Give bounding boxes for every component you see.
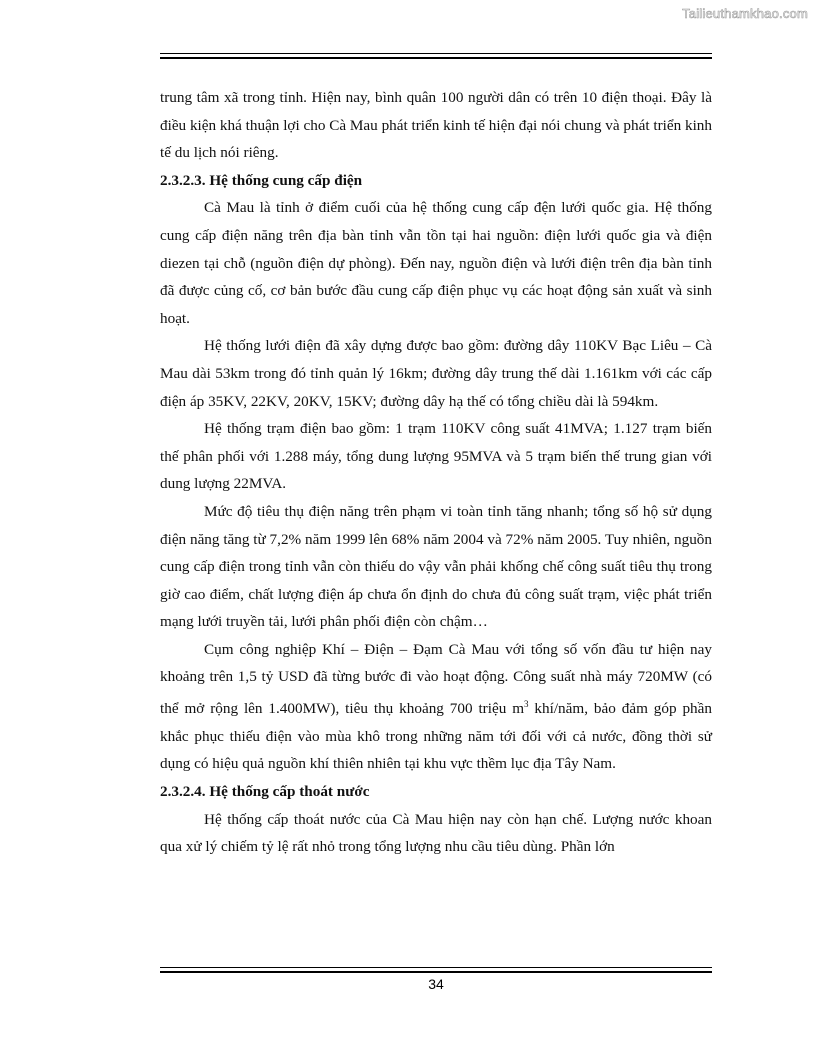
paragraph-continuation: trung tâm xã trong tỉnh. Hiện nay, bình quân 100 người dân có trên 10 điện thoại. Đây là điều kiện khá thuận lợi cho Cà Mau phát triển kinh tế hiện đại nói chung và phát triển kinh tế du lịch nói riêng. xyxy=(160,89,712,162)
paragraph-power-overview: Cà Mau là tỉnh ở điểm cuối của hệ thống cung cấp đện lưới quốc gia. Hệ thống cung cấp điện năng trên địa bàn tỉnh vẫn tồn tại hai nguồn: điện lưới quốc gia và điện diezen tại chỗ (nguồn điện dự phòng). Đến nay, nguồn điện và lưới điện trên địa bàn tỉnh đã được củng cố, cơ bản bước đầu cung cấp điện phục vụ các hoạt động sản xuất và sinh hoạt. xyxy=(160,199,712,327)
cluster-text-start: Cụm công nghiệp Khí – Điện – Đạm Cà Mau với tổng số vốn đầu tư hiện nay khoảng trên 1,5 tỷ USD đã từng bước đi vào hoạt động. Công suất nhà máy 720MW (có thể mở rộng lên 1.400MW), tiêu thụ khoảng 700 triệu m xyxy=(160,640,712,718)
section-heading-power-supply: 2.3.2.3. Hệ thống cung cấp điện xyxy=(160,171,363,189)
paragraph-power-grid: Hệ thống lưới điện đã xây dựng được bao gồm: đường dây 110KV Bạc Liêu – Cà Mau dài 53km trong đó tỉnh quản lý 16km; đường dây trung thế dài 1.161km với các cấp điện áp 35KV, 22KV, 20KV, 15KV; đường dây hạ thế có tổng chiều dài là 594km. xyxy=(160,337,712,410)
cluster-text-end: khí/năm, bảo đảm góp phần khắc phục thiếu điện vào mùa khô trong những năm tới đối với cả nước, đồng thời sử dụng có hiệu quả nguồn khí thiên nhiên tại khu vực thềm lục địa Tây Nam. xyxy=(160,700,712,773)
header-rule xyxy=(160,53,712,59)
paragraph-consumption: Mức độ tiêu thụ điện năng trên phạm vi toàn tỉnh tăng nhanh; tổng số hộ sử dụng điện năng tăng từ 7,2% năm 1999 lên 68% năm 2004 và 72% năm 2005. Tuy nhiên, nguồn cung cấp điện trong tỉnh vẫn còn thiếu do vậy vẫn phải khống chế công suất tiêu thụ trong giờ cao điểm, chất lượng điện áp chưa ổn định do chưa đủ công suất trạm, việc phát triển mạng lưới truyền tải, lưới phân phối điện còn chậm… xyxy=(160,502,712,631)
watermark-text: Tailieuthamkhao.com xyxy=(682,6,808,21)
section-heading-water-supply: 2.3.2.4. Hệ thống cấp thoát nước xyxy=(160,782,370,800)
paragraph-substations: Hệ thống trạm điện bao gồm: 1 trạm 110KV công suất 41MVA; 1.127 trạm biến thế phân phối với 1.288 máy, tổng dung lượng 95MVA và 5 trạm biến thế trung gian với dung lượng 22MVA. xyxy=(160,420,712,493)
page-number: 34 xyxy=(428,976,444,992)
superscript-3: 3 xyxy=(524,699,529,710)
document-body xyxy=(160,84,712,861)
paragraph-water-supply: Hệ thống cấp thoát nước của Cà Mau hiện nay còn hạn chế. Lượng nước khoan qua xử lý chiếm tỷ lệ rất nhỏ trong tổng lượng nhu cầu tiêu dùng. Phần lớn xyxy=(160,810,712,856)
footer-rule xyxy=(160,967,712,973)
paragraph-industrial-cluster xyxy=(160,636,712,778)
